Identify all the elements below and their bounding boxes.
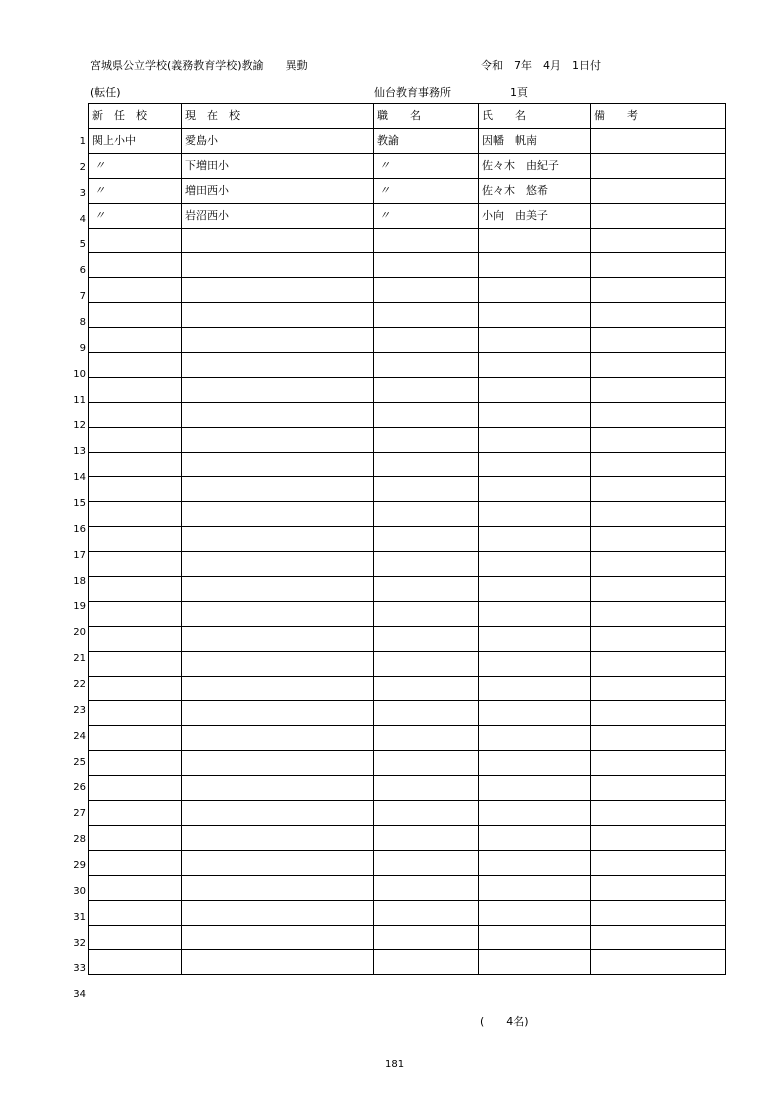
cell-remarks [591, 900, 726, 925]
row-number: 32 [73, 937, 86, 949]
cell-current-school [182, 825, 374, 850]
table-row [89, 601, 726, 626]
page-number: 181 [385, 1059, 405, 1070]
table-header-row [89, 104, 726, 129]
table-row [89, 477, 726, 502]
row-number: 3 [79, 187, 86, 199]
cell-position [374, 278, 479, 303]
row-number-column [60, 129, 86, 1008]
cell-remarks [591, 601, 726, 626]
cell-current-school [182, 253, 374, 278]
cell-current-school [182, 577, 374, 602]
page-label: 1頁 [510, 86, 528, 99]
table-row [89, 452, 726, 477]
cell-remarks [591, 751, 726, 776]
table-row [89, 577, 726, 602]
cell-remarks [591, 178, 726, 203]
cell-current-school [182, 477, 374, 502]
row-number: 11 [73, 394, 86, 406]
row-number: 17 [73, 549, 86, 561]
cell-new-school [89, 278, 182, 303]
cell-current-school [182, 651, 374, 676]
cell-name [479, 825, 591, 850]
cell-position: 教諭 [374, 129, 479, 154]
cell-current-school [182, 601, 374, 626]
cell-remarks [591, 850, 726, 875]
cell-current-school [182, 925, 374, 950]
cell-name: 佐々木 悠希 [479, 178, 591, 203]
row-number: 27 [73, 808, 86, 820]
cell-new-school [89, 825, 182, 850]
effective-date: 令和 7年 4月 1日付 [481, 59, 601, 72]
cell-name [479, 875, 591, 900]
cell-remarks [591, 726, 726, 751]
document-title: 宮城県公立学校(義務教育学校)教諭 異動 [90, 59, 308, 72]
header-remarks: 備 考 [591, 104, 726, 129]
table-row [89, 850, 726, 875]
row-number: 20 [73, 627, 86, 639]
cell-current-school [182, 452, 374, 477]
cell-name [479, 477, 591, 502]
table-row [89, 776, 726, 801]
transfer-type-label: (転任) [90, 86, 121, 99]
cell-new-school [89, 427, 182, 452]
cell-position [374, 726, 479, 751]
table-row [89, 751, 726, 776]
cell-new-school [89, 577, 182, 602]
cell-current-school [182, 278, 374, 303]
cell-new-school: 〃 [89, 178, 182, 203]
cell-name [479, 651, 591, 676]
cell-current-school [182, 552, 374, 577]
cell-new-school [89, 900, 182, 925]
cell-name [479, 726, 591, 751]
row-number: 31 [73, 911, 86, 923]
cell-position [374, 925, 479, 950]
table-row [89, 875, 726, 900]
cell-remarks [591, 402, 726, 427]
cell-name [479, 950, 591, 975]
personnel-table [88, 103, 726, 975]
cell-remarks [591, 452, 726, 477]
row-number: 23 [73, 704, 86, 716]
row-number: 28 [73, 834, 86, 846]
cell-name [479, 527, 591, 552]
cell-remarks [591, 626, 726, 651]
cell-new-school [89, 477, 182, 502]
table-row [89, 626, 726, 651]
row-number: 22 [73, 678, 86, 690]
cell-current-school [182, 726, 374, 751]
cell-remarks [591, 950, 726, 975]
header-current-school: 現 在 校 [182, 104, 374, 129]
cell-current-school [182, 353, 374, 378]
cell-position [374, 527, 479, 552]
cell-new-school [89, 502, 182, 527]
cell-current-school [182, 950, 374, 975]
cell-name [479, 676, 591, 701]
cell-name [479, 552, 591, 577]
cell-new-school [89, 253, 182, 278]
row-number: 16 [73, 523, 86, 535]
table-row [89, 726, 726, 751]
cell-name [479, 900, 591, 925]
cell-remarks [591, 776, 726, 801]
cell-position [374, 477, 479, 502]
cell-current-school: 増田西小 [182, 178, 374, 203]
cell-new-school [89, 601, 182, 626]
header-new-school: 新 任 校 [89, 104, 182, 129]
cell-name [479, 278, 591, 303]
cell-name: 小向 由美子 [479, 203, 591, 228]
row-number: 12 [73, 420, 86, 432]
cell-new-school [89, 676, 182, 701]
cell-name [479, 502, 591, 527]
cell-new-school [89, 950, 182, 975]
cell-remarks [591, 552, 726, 577]
cell-new-school [89, 925, 182, 950]
cell-remarks [591, 328, 726, 353]
cell-remarks [591, 228, 726, 253]
cell-remarks [591, 477, 726, 502]
table-row [89, 825, 726, 850]
cell-position: 〃 [374, 203, 479, 228]
cell-new-school [89, 228, 182, 253]
cell-position [374, 900, 479, 925]
cell-position [374, 328, 479, 353]
cell-current-school [182, 228, 374, 253]
cell-new-school [89, 303, 182, 328]
row-number: 24 [73, 730, 86, 742]
table-row [89, 303, 726, 328]
cell-current-school [182, 377, 374, 402]
cell-position [374, 801, 479, 826]
row-number: 21 [73, 653, 86, 665]
cell-current-school [182, 676, 374, 701]
cell-name [479, 353, 591, 378]
cell-name [479, 402, 591, 427]
cell-new-school [89, 801, 182, 826]
cell-current-school [182, 502, 374, 527]
cell-name [479, 328, 591, 353]
cell-remarks [591, 825, 726, 850]
cell-remarks [591, 925, 726, 950]
office-name: 仙台教育事務所 [374, 86, 451, 99]
cell-current-school [182, 527, 374, 552]
cell-new-school [89, 751, 182, 776]
cell-position [374, 228, 479, 253]
cell-remarks [591, 651, 726, 676]
cell-position [374, 353, 479, 378]
cell-new-school [89, 377, 182, 402]
cell-position [374, 402, 479, 427]
cell-remarks [591, 577, 726, 602]
table-row [89, 328, 726, 353]
cell-position [374, 552, 479, 577]
cell-new-school [89, 402, 182, 427]
cell-current-school [182, 900, 374, 925]
cell-current-school [182, 427, 374, 452]
cell-new-school [89, 726, 182, 751]
table-row [89, 228, 726, 253]
row-number: 25 [73, 756, 86, 768]
table-row [89, 278, 726, 303]
row-number: 9 [79, 342, 86, 354]
cell-remarks [591, 278, 726, 303]
cell-new-school [89, 875, 182, 900]
cell-position [374, 875, 479, 900]
cell-remarks [591, 129, 726, 154]
row-number: 18 [73, 575, 86, 587]
cell-name [479, 577, 591, 602]
table-row [89, 353, 726, 378]
table-row [89, 900, 726, 925]
cell-current-school [182, 776, 374, 801]
cell-remarks [591, 502, 726, 527]
cell-name [479, 427, 591, 452]
cell-position [374, 303, 479, 328]
cell-remarks [591, 801, 726, 826]
cell-name [479, 228, 591, 253]
cell-position [374, 676, 479, 701]
row-number: 5 [79, 239, 86, 251]
cell-remarks [591, 303, 726, 328]
cell-remarks [591, 377, 726, 402]
table-row [89, 801, 726, 826]
cell-new-school [89, 552, 182, 577]
table-row [89, 178, 726, 203]
cell-position [374, 427, 479, 452]
cell-remarks [591, 353, 726, 378]
cell-current-school [182, 701, 374, 726]
cell-name: 因幡 帆南 [479, 129, 591, 154]
row-number: 30 [73, 885, 86, 897]
cell-name [479, 850, 591, 875]
cell-name [479, 701, 591, 726]
table-row [89, 676, 726, 701]
row-number: 2 [79, 161, 86, 173]
cell-new-school: 〃 [89, 153, 182, 178]
cell-new-school [89, 353, 182, 378]
cell-name: 佐々木 由紀子 [479, 153, 591, 178]
cell-position [374, 377, 479, 402]
cell-new-school [89, 850, 182, 875]
cell-position [374, 825, 479, 850]
cell-remarks [591, 701, 726, 726]
cell-position [374, 626, 479, 651]
row-number: 14 [73, 472, 86, 484]
table-row [89, 377, 726, 402]
row-number: 15 [73, 497, 86, 509]
cell-name [479, 776, 591, 801]
cell-remarks [591, 153, 726, 178]
cell-remarks [591, 427, 726, 452]
header-position: 職 名 [374, 104, 479, 129]
cell-name [479, 626, 591, 651]
cell-new-school [89, 651, 182, 676]
row-number: 13 [73, 446, 86, 458]
cell-position: 〃 [374, 178, 479, 203]
total-count: ( 4名) [480, 1015, 529, 1028]
cell-position: 〃 [374, 153, 479, 178]
row-number: 19 [73, 601, 86, 613]
row-number: 4 [79, 213, 86, 225]
table-row [89, 253, 726, 278]
table-row [89, 701, 726, 726]
row-number: 6 [79, 265, 86, 277]
table-row [89, 203, 726, 228]
cell-new-school [89, 626, 182, 651]
table-row [89, 925, 726, 950]
row-number: 33 [73, 963, 86, 975]
cell-position [374, 651, 479, 676]
row-number: 7 [79, 291, 86, 303]
cell-position [374, 253, 479, 278]
cell-current-school [182, 402, 374, 427]
cell-position [374, 776, 479, 801]
table-row [89, 129, 726, 154]
header-name: 氏 名 [479, 104, 591, 129]
cell-current-school [182, 328, 374, 353]
cell-remarks [591, 253, 726, 278]
cell-current-school: 下増田小 [182, 153, 374, 178]
cell-new-school [89, 328, 182, 353]
cell-remarks [591, 527, 726, 552]
row-number: 1 [79, 135, 86, 147]
table-row [89, 552, 726, 577]
cell-current-school: 愛島小 [182, 129, 374, 154]
table-row [89, 402, 726, 427]
cell-current-school [182, 626, 374, 651]
cell-position [374, 701, 479, 726]
cell-name [479, 601, 591, 626]
cell-remarks [591, 875, 726, 900]
row-number: 8 [79, 316, 86, 328]
cell-current-school [182, 801, 374, 826]
cell-current-school [182, 751, 374, 776]
row-number: 26 [73, 782, 86, 794]
cell-position [374, 502, 479, 527]
cell-remarks [591, 203, 726, 228]
table-row [89, 153, 726, 178]
table-row [89, 502, 726, 527]
table-row [89, 950, 726, 975]
cell-name [479, 452, 591, 477]
cell-new-school [89, 776, 182, 801]
row-number: 34 [73, 989, 86, 1001]
cell-new-school: 関上小中 [89, 129, 182, 154]
cell-current-school [182, 303, 374, 328]
cell-current-school [182, 850, 374, 875]
cell-position [374, 577, 479, 602]
cell-name [479, 253, 591, 278]
cell-position [374, 850, 479, 875]
cell-remarks [591, 676, 726, 701]
cell-position [374, 601, 479, 626]
cell-name [479, 377, 591, 402]
row-number: 29 [73, 859, 86, 871]
cell-name [479, 303, 591, 328]
row-number: 10 [73, 368, 86, 380]
cell-position [374, 950, 479, 975]
table-row [89, 427, 726, 452]
cell-name [479, 751, 591, 776]
cell-current-school: 岩沼西小 [182, 203, 374, 228]
cell-current-school [182, 875, 374, 900]
cell-name [479, 925, 591, 950]
cell-position [374, 452, 479, 477]
cell-new-school [89, 452, 182, 477]
table-row [89, 527, 726, 552]
cell-new-school [89, 527, 182, 552]
table-row [89, 651, 726, 676]
cell-name [479, 801, 591, 826]
cell-position [374, 751, 479, 776]
cell-new-school: 〃 [89, 203, 182, 228]
cell-new-school [89, 701, 182, 726]
